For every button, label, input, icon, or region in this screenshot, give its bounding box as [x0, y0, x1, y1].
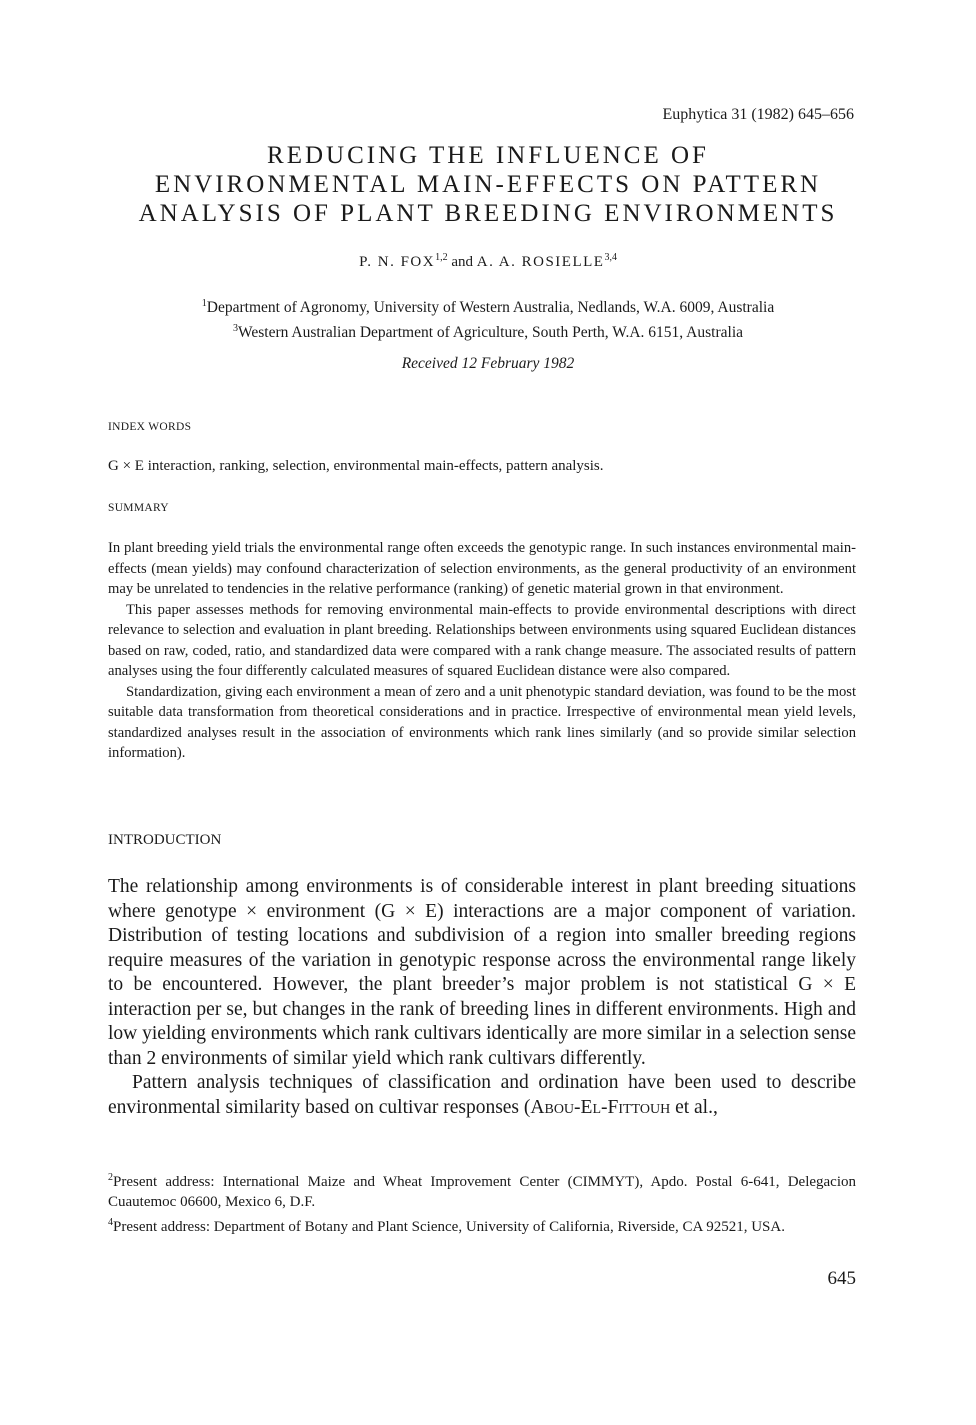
author-affiliation-marker: 3,4 — [604, 252, 617, 263]
introduction-paragraph: The relationship among environments is of considerable interest in plant breeding situations where genotype × environment (G × E) interactions are a major component of variation. Distribution of testing locations and subdivision of a region into smaller breeding regions require measures of the variation in genotypic response across the environmental range likely to be encountered. However, the plant breeder’s major problem is not statistical G × E interaction per se, but changes in the rank of breeding lines in different environments. High and low yielding environments which rank cultivars identically are more similar in a selection sense than 2 environments of similar yield which rank cultivars differently. — [108, 876, 856, 1069]
author-line — [0, 252, 976, 271]
journal-reference: Euphytica 31 (1982) 645–656 — [662, 106, 854, 123]
summary-heading: SUMMARY — [108, 502, 169, 514]
footnote — [108, 1213, 856, 1238]
summary-body — [108, 538, 856, 764]
footnotes — [108, 1168, 856, 1239]
affiliation-marker: 3 — [233, 323, 238, 335]
author-name: P. N. FOX — [359, 254, 436, 270]
paragraph-text: et al., — [670, 1096, 718, 1118]
introduction-paragraph — [108, 1071, 856, 1120]
title-line: ENVIRONMENTAL MAIN-EFFECTS ON PATTERN — [154, 171, 822, 198]
summary-paragraph: In plant breeding yield trials the environmental range often exceeds the genotypic range. In such instances environmental main-effects (mean yields) may confound characterization of selection environments, as the general productivity of an environment may be unrelated to tendencies in the relative performance (ranking) of genetic material grown in that environment. — [108, 540, 856, 597]
affiliation — [100, 293, 876, 318]
summary-paragraph: This paper assesses methods for removing environmental main-effects to provide environmental descriptions with direct relevance to selection and evaluation in plant breeding. Relationships between environments using squared Euclidean distances based on raw, coded, ratio, and standardized data were compared with a rank change measure. The associated results of pattern analyses using the four differently calculated measures of squared Euclidean distance were also compared. — [108, 601, 856, 679]
received-date: Received 12 February 1982 — [401, 355, 575, 372]
affiliations — [100, 293, 876, 343]
title-line: REDUCING THE INFLUENCE OF — [267, 142, 709, 169]
summary-paragraph: Standardization, giving each environment a mean of zero and a unit phenotypic standard deviation, was found to be the most suitable data transformation from theoretical considerations and in practice. Irrespective of environmental mean yield levels, standardized analyses result in the association of environments which rank lines similarly (and so provide similar selection information). — [108, 683, 856, 761]
footnote-text: Present address: Department of Botany and Plant Science, University of California, Riverside, CA 92521, USA. — [113, 1219, 785, 1235]
author-name: A. A. ROSIELLE — [476, 254, 605, 270]
page-number: 645 — [827, 1268, 856, 1289]
introduction-heading: INTRODUCTION — [108, 832, 222, 848]
footnote-text: Present address: International Maize and Wheat Improvement Center (CIMMYT), Apdo. Postal 6-641, Delegacion Cuautemoc 06600, Mexico 6, D.F. — [108, 1174, 856, 1210]
paragraph-text: Pattern analysis techniques of classification and ordination have been used to describe environmental similarity based on cultivar responses ( — [108, 1072, 856, 1118]
index-words: G × E interaction, ranking, selection, environmental main-effects, pattern analysis. — [108, 458, 604, 474]
author-conjunction: and — [447, 254, 477, 270]
affiliation-text: Department of Agronomy, University of Western Australia, Nedlands, W.A. 6009, Australia — [206, 299, 775, 317]
affiliation-marker: 1 — [201, 298, 207, 309]
footnote — [108, 1168, 856, 1212]
paper-title — [100, 141, 876, 228]
author-affiliation-marker: 1,2 — [435, 252, 448, 263]
index-words-heading: INDEX WORDS — [108, 421, 192, 433]
introduction-body — [108, 875, 856, 1120]
footnote-marker: 4 — [108, 1217, 113, 1228]
citation-author: Abou-El-Fittouh — [530, 1096, 671, 1118]
affiliation — [100, 318, 876, 343]
title-line: ANALYSIS OF PLANT BREEDING ENVIRONMENTS — [138, 200, 838, 227]
footnote-marker: 2 — [108, 1172, 113, 1183]
affiliation-text: Western Australian Department of Agriculture, South Perth, W.A. 6151, Australia — [238, 324, 743, 342]
